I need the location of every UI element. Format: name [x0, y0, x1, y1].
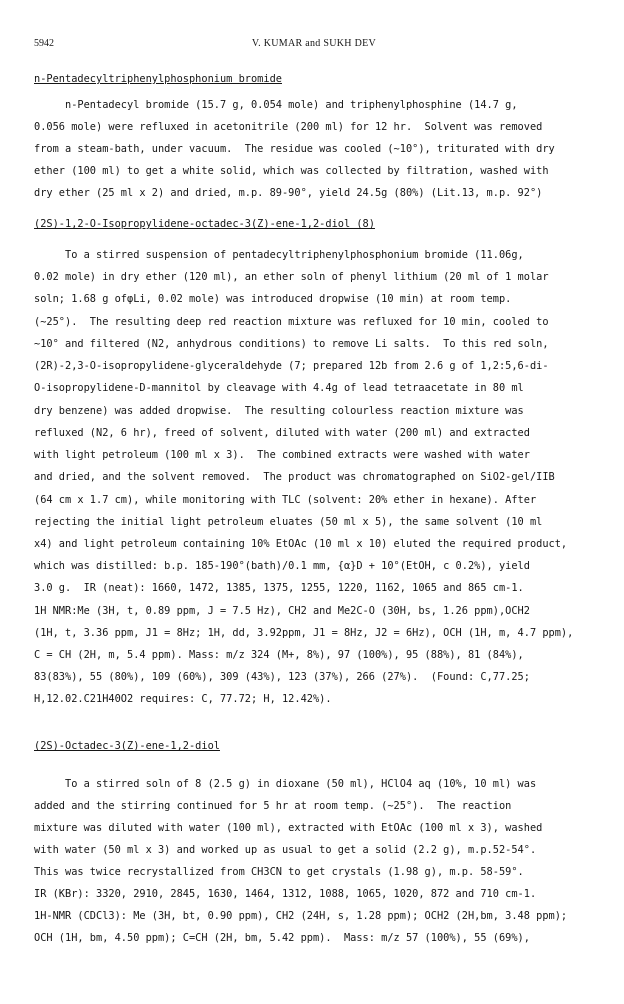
page-number: 5942	[34, 38, 54, 49]
paragraph-line: mixture was diluted with water (100 ml), extracted with EtOAc (100 ml x 3), washed	[34, 822, 543, 834]
paragraph-line: n-Pentadecyl bromide (15.7 g, 0.054 mole) and triphenylphosphine (14.7 g,	[34, 99, 518, 111]
paragraph-line: 83(83%), 55 (80%), 109 (60%), 309 (43%), 123 (37%), 266 (27%). (Found: C,77.25;	[34, 671, 530, 683]
paragraph-line: with light petroleum (100 ml x 3). The combined extracts were washed with water	[34, 449, 530, 461]
paragraph-line: IR (KBr): 3320, 2910, 2845, 1630, 1464, 1312, 1088, 1065, 1020, 872 and 710 cm-1.	[34, 888, 537, 900]
section-heading-phosphonium-bromide: n-Pentadecyltriphenylphosphonium bromide	[34, 73, 282, 85]
paragraph-line: x4) and light petroleum containing 10% EtOAc (10 ml x 10) eluted the required product,	[34, 538, 568, 550]
section-heading-isopropylidene-octadecene-diol: (2S)-1,2-O-Isopropylidene-octadec-3(Z)-ene-1,2-diol (8)	[34, 218, 375, 230]
paragraph-line: To a stirred suspension of pentadecyltriphenylphosphonium bromide (11.06g,	[34, 249, 524, 261]
paragraph-line: 1H NMR:Me (3H, t, 0.89 ppm, J = 7.5 Hz), CH2 and Me2C-O (30H, bs, 1.26 ppm),OCH2	[34, 605, 530, 617]
paragraph-line: soln; 1.68 g ofφLi, 0.02 mole) was introduced dropwise (10 min) at room temp.	[34, 293, 512, 305]
paragraph-line: 1H-NMR (CDCl3): Me (3H, bt, 0.90 ppm), CH2 (24H, s, 1.28 ppm); OCH2 (2H,bm, 3.48 ppm);	[34, 910, 568, 922]
paragraph-line: O-isopropylidene-D-mannitol by cleavage with 4.4g of lead tetraacetate in 80 ml	[34, 382, 524, 394]
paragraph-line: 0.056 mole) were refluxed in acetonitrile (200 ml) for 12 hr. Solvent was removed	[34, 121, 543, 133]
section-heading-octadecene-diol: (2S)-Octadec-3(Z)-ene-1,2-diol	[34, 740, 220, 752]
paragraph-line: 3.0 g. IR (neat): 1660, 1472, 1385, 1375, 1255, 1220, 1162, 1065 and 865 cm-1.	[34, 582, 524, 594]
paragraph-line: (1H, t, 3.36 ppm, J1 = 8Hz; 1H, dd, 3.92ppm, J1 = 8Hz, J2 = 6Hz), OCH (1H, m, 4.7 ppm),	[34, 627, 574, 639]
paragraph-line: OCH (1H, bm, 4.50 ppm); C=CH (2H, bm, 5.42 ppm). Mass: m/z 57 (100%), 55 (69%),	[34, 932, 530, 944]
paragraph-line: refluxed (N2, 6 hr), freed of solvent, diluted with water (200 ml) and extracted	[34, 427, 530, 439]
paragraph-line: To a stirred soln of 8 (2.5 g) in dioxane (50 ml), HClO4 aq (10%, 10 ml) was	[34, 778, 537, 790]
paragraph-line: This was twice recrystallized from CH3CN to get crystals (1.98 g), m.p. 58-59°.	[34, 866, 524, 878]
paragraph-line: and dried, and the solvent removed. The product was chromatographed on SiO2-gel/IIB	[34, 471, 555, 483]
paragraph-line: ~10° and filtered (N2, anhydrous conditions) to remove Li salts. To this red soln,	[34, 338, 549, 350]
page-header	[34, 38, 594, 52]
running-head: V. KUMAR and SUKH DEV	[251, 38, 377, 49]
paragraph-line: 0.02 mole) in dry ether (120 ml), an ether soln of phenyl lithium (20 ml of 1 molar	[34, 271, 549, 283]
paragraph-line: dry benzene) was added dropwise. The resulting colourless reaction mixture was	[34, 405, 524, 417]
paragraph-line: dry ether (25 ml x 2) and dried, m.p. 89-90°, yield 24.5g (80%) (Lit.13, m.p. 92°)	[34, 187, 543, 199]
paragraph-line: H,12.02.C21H40O2 requires: C, 77.72; H, 12.42%).	[34, 693, 332, 705]
paragraph-line: which was distilled: b.p. 185-190°(bath)/0.1 mm, {α}D + 10°(EtOH, c 0.2%), yield	[34, 560, 530, 572]
paragraph-line: C = CH (2H, m, 5.4 ppm). Mass: m/z 324 (M+, 8%), 97 (100%), 95 (88%), 81 (84%),	[34, 649, 524, 661]
paragraph-line: (~25°). The resulting deep red reaction mixture was refluxed for 10 min, cooled to	[34, 316, 549, 328]
paragraph-line: (64 cm x 1.7 cm), while monitoring with TLC (solvent: 20% ether in hexane). After	[34, 494, 537, 506]
paragraph-line: rejecting the initial light petroleum eluates (50 ml x 5), the same solvent (10 ml	[34, 516, 543, 528]
paragraph-line: from a steam-bath, under vacuum. The residue was cooled (~10°), triturated with dry	[34, 143, 555, 155]
paragraph-line: with water (50 ml x 3) and worked up as usual to get a solid (2.2 g), m.p.52-54°.	[34, 844, 537, 856]
paragraph-line: added and the stirring continued for 5 hr at room temp. (~25°). The reaction	[34, 800, 512, 812]
paragraph-line: ether (100 ml) to get a white solid, which was collected by filtration, washed with	[34, 165, 549, 177]
paragraph-line: (2R)-2,3-O-isopropylidene-glyceraldehyde (7; prepared 12b from 2.6 g of 1,2:5,6-di-	[34, 360, 549, 372]
